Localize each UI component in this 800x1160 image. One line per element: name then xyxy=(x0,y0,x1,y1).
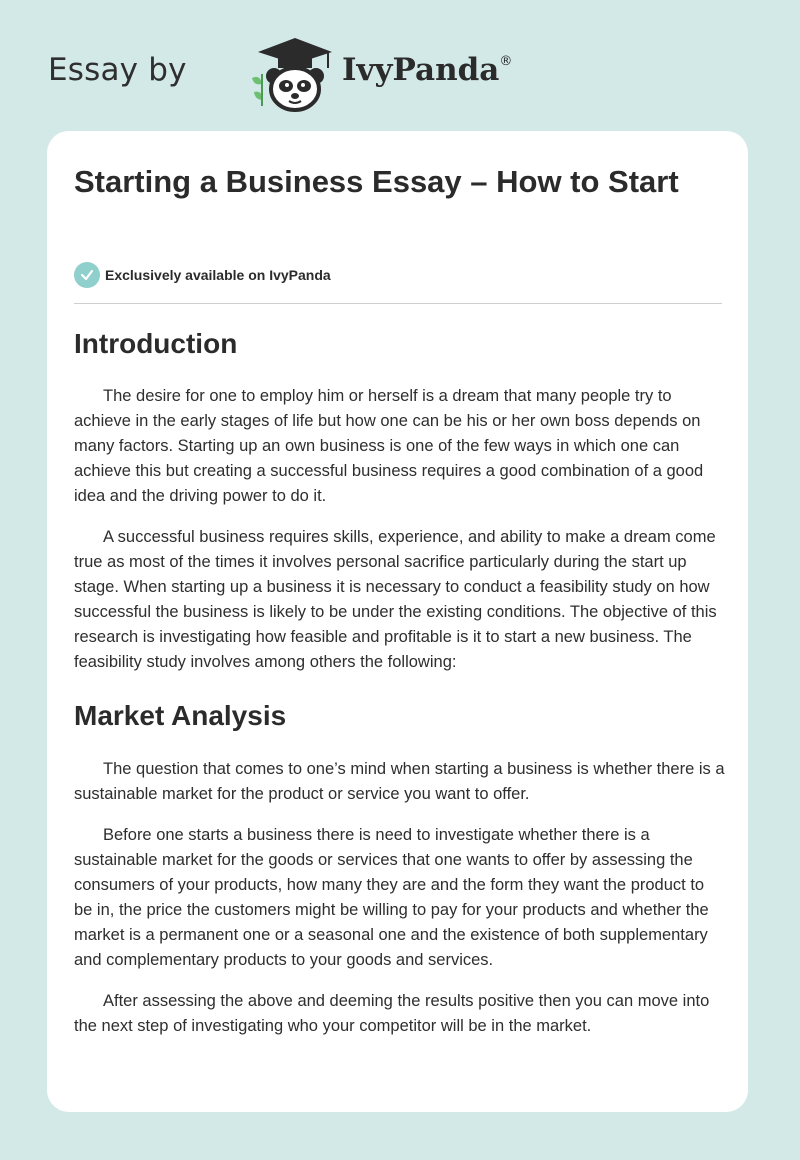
paragraph: The desire for one to employ him or herself is a dream that many people try to achieve in the early stages of life but how one can be his or her own boss depends on many factors. Starting up an own business is one of the few ways in which one can achieve this but creating a successful business requires a good combination of a good idea and the driving power to do it. xyxy=(74,387,704,505)
essay-by-label: Essay by xyxy=(48,52,187,88)
essay-card xyxy=(47,131,748,1112)
section-heading-introduction: Introduction xyxy=(74,328,238,359)
title-divider xyxy=(74,303,722,304)
paragraph: After assessing the above and deeming the results positive then you can move into the next step of investigating who your competitor will be in the market. xyxy=(74,992,710,1035)
exclusive-badge-label: Exclusively available on IvyPanda xyxy=(105,267,331,283)
brand-name[interactable]: IvyPanda® xyxy=(342,52,513,88)
check-icon xyxy=(74,262,100,288)
exclusive-badge xyxy=(74,262,331,288)
essay-body xyxy=(74,323,726,1039)
paragraph: A successful business requires skills, experience, and ability to make a dream come true as most of the times it involves personal sacrifice particularly during the start up stage. When starting up a business it is necessary to conduct a feasibility study on how successful the business is likely to be under the existing conditions. The objective of this research is investigating how feasible and profitable is it to start a new business. The feasibility study involves among others the following: xyxy=(74,528,717,671)
page-title: Starting a Business Essay – How to Start xyxy=(74,164,679,199)
site-header xyxy=(48,34,548,114)
paragraph: Before one starts a business there is need to investigate whether there is a sustainable market for the goods or services that one wants to offer by assessing the consumers of your products, how many they are and the form they want the product to be in, the price the customers might be willing to pay for your products and whether the market is a permanent one or a seasonal one and the existence of both supplementary and complementary products to your goods and services. xyxy=(74,826,709,969)
section-heading-market-analysis: Market Analysis xyxy=(74,700,287,731)
panda-logo-icon[interactable] xyxy=(248,34,338,114)
registered-mark: ® xyxy=(499,53,513,69)
paragraph: The question that comes to one’s mind when starting a business is whether there is a sustainable market for the product or service you want to offer. xyxy=(74,760,725,803)
